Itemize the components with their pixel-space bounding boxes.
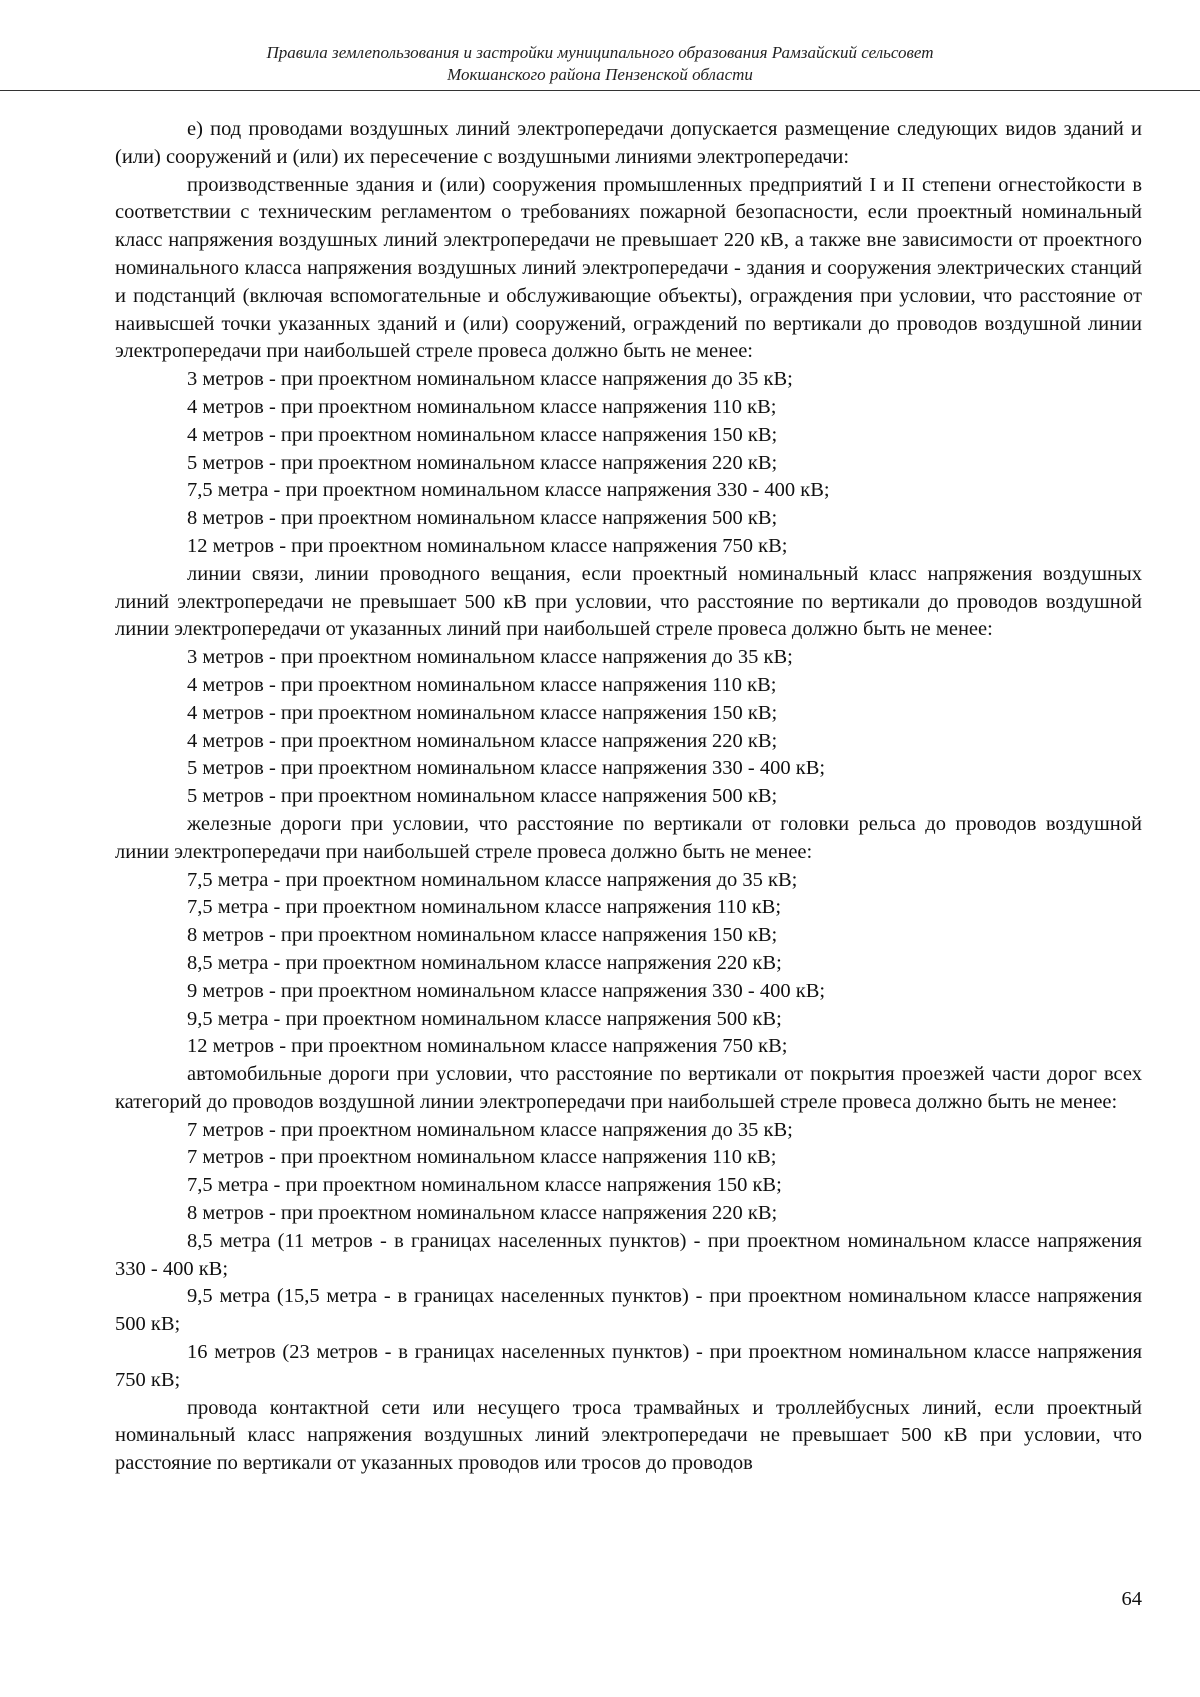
list-item: 12 метров - при проектном номинальном классе напряжения 750 кВ; xyxy=(187,534,788,557)
paragraph: автомобильные дороги при условии, что расстояние по вертикали от покрытия проезжей части дорог всех категорий до проводов воздушной линии электропередачи при наибольшей стреле провеса должно быть не менее: xyxy=(115,1063,1142,1113)
list-item: 7,5 метра - при проектном номинальном классе напряжения 330 - 400 кВ; xyxy=(187,479,830,502)
list-item: 5 метров - при проектном номинальном классе напряжения 330 - 400 кВ; xyxy=(187,757,826,780)
header-line-1: Правила землепользования и застройки муниципального образования Рамзайский сельсовет xyxy=(266,43,934,62)
page-header xyxy=(0,42,1200,86)
list-item: 8 метров - при проектном номинальном классе напряжения 150 кВ; xyxy=(187,924,778,947)
list-item: 3 метров - при проектном номинальном классе напряжения до 35 кВ; xyxy=(187,368,793,391)
list-item: 8 метров - при проектном номинальном классе напряжения 500 кВ; xyxy=(187,507,778,530)
list-item: 5 метров - при проектном номинальном классе напряжения 500 кВ; xyxy=(187,785,778,808)
list-item: 4 метров - при проектном номинальном классе напряжения 150 кВ; xyxy=(187,701,778,724)
list-item: 7,5 метра - при проектном номинальном классе напряжения 150 кВ; xyxy=(187,1174,782,1197)
list-item: 4 метров - при проектном номинальном классе напряжения 110 кВ; xyxy=(187,673,777,696)
paragraph: железные дороги при условии, что расстояние по вертикали от головки рельса до проводов воздушной линии электропередачи при наибольшей стреле провеса должно быть не менее: xyxy=(115,812,1142,863)
paragraph: 9,5 метра (15,5 метра - в границах населенных пунктов) - при проектном номинальном классе напряжения 500 кВ; xyxy=(115,1285,1142,1336)
list-item: 12 метров - при проектном номинальном классе напряжения 750 кВ; xyxy=(187,1035,788,1058)
list-item: 7 метров - при проектном номинальном классе напряжения 110 кВ; xyxy=(187,1146,777,1169)
paragraph: линии связи, линии проводного вещания, если проектный номинальный класс напряжения воздушных линий электропередачи не превышает 500 кВ при условии, что расстояние по вертикали до проводов воздушной линии электропередачи от указанных линий при наибольшей стреле провеса должно быть не менее: xyxy=(115,562,1142,641)
paragraph: 8,5 метра (11 метров - в границах населенных пунктов) - при проектном номинальном классе напряжения 330 - 400 кВ; xyxy=(115,1229,1142,1280)
list-item: 4 метров - при проектном номинальном классе напряжения 110 кВ; xyxy=(187,395,777,418)
list-item: 8 метров - при проектном номинальном классе напряжения 220 кВ; xyxy=(187,1202,778,1225)
list-item: 3 метров - при проектном номинальном классе напряжения до 35 кВ; xyxy=(187,646,793,669)
list-item: 4 метров - при проектном номинальном классе напряжения 150 кВ; xyxy=(187,423,778,446)
list-item: 9 метров - при проектном номинальном классе напряжения 330 - 400 кВ; xyxy=(187,979,826,1002)
list-item: 4 метров - при проектном номинальном классе напряжения 220 кВ; xyxy=(187,729,778,752)
header-line-2: Мокшанского района Пензенской области xyxy=(447,65,753,84)
list-item: 7,5 метра - при проектном номинальном классе напряжения 110 кВ; xyxy=(187,896,782,919)
header-divider xyxy=(0,90,1200,91)
paragraph: провода контактной сети или несущего троса трамвайных и троллейбусных линий, если проектный номинальный класс напряжения воздушных линий электропередачи не превышает 500 кВ при условии, что расстояние по вертикали от указанных проводов или тросов до проводов xyxy=(115,1396,1142,1475)
paragraph: 16 метров (23 метров - в границах населенных пунктов) - при проектном номинальном классе напряжения 750 кВ; xyxy=(115,1341,1142,1391)
paragraph: производственные здания и (или) сооружения промышленных предприятий I и II степени огнестойкости в соответствии с техническим регламентом о требованиях пожарной безопасности, если проектный номинальный класс напряжения воздушных линий электропередачи не превышает 220 кВ, а также вне зависимости от проектного номинального класса напряжения воздушных линий электропередачи - здания и сооружения электрических станций и подстанций (включая вспомогательные и обслуживающие объекты), ограждения при условии, что расстояние от наивысшей точки указанных зданий и (или) сооружений, ограждений по вертикали до проводов воздушной линии электропередачи при наибольшей стреле провеса должно быть не менее: xyxy=(115,173,1142,363)
page-number: 64 xyxy=(1121,1588,1142,1610)
list-item: 5 метров - при проектном номинальном классе напряжения 220 кВ; xyxy=(187,451,778,474)
paragraph: е) под проводами воздушных линий электропередачи допускается размещение следующих видов зданий и (или) сооружений и (или) их пересечение с воздушными линиями электропередачи: xyxy=(115,118,1142,168)
list-item: 7,5 метра - при проектном номинальном классе напряжения до 35 кВ; xyxy=(187,868,798,891)
list-item: 8,5 метра - при проектном номинальном классе напряжения 220 кВ; xyxy=(187,951,782,974)
list-item: 9,5 метра - при проектном номинальном классе напряжения 500 кВ; xyxy=(187,1007,782,1030)
list-item: 7 метров - при проектном номинальном классе напряжения до 35 кВ; xyxy=(187,1118,793,1141)
document-body xyxy=(115,116,1142,1478)
